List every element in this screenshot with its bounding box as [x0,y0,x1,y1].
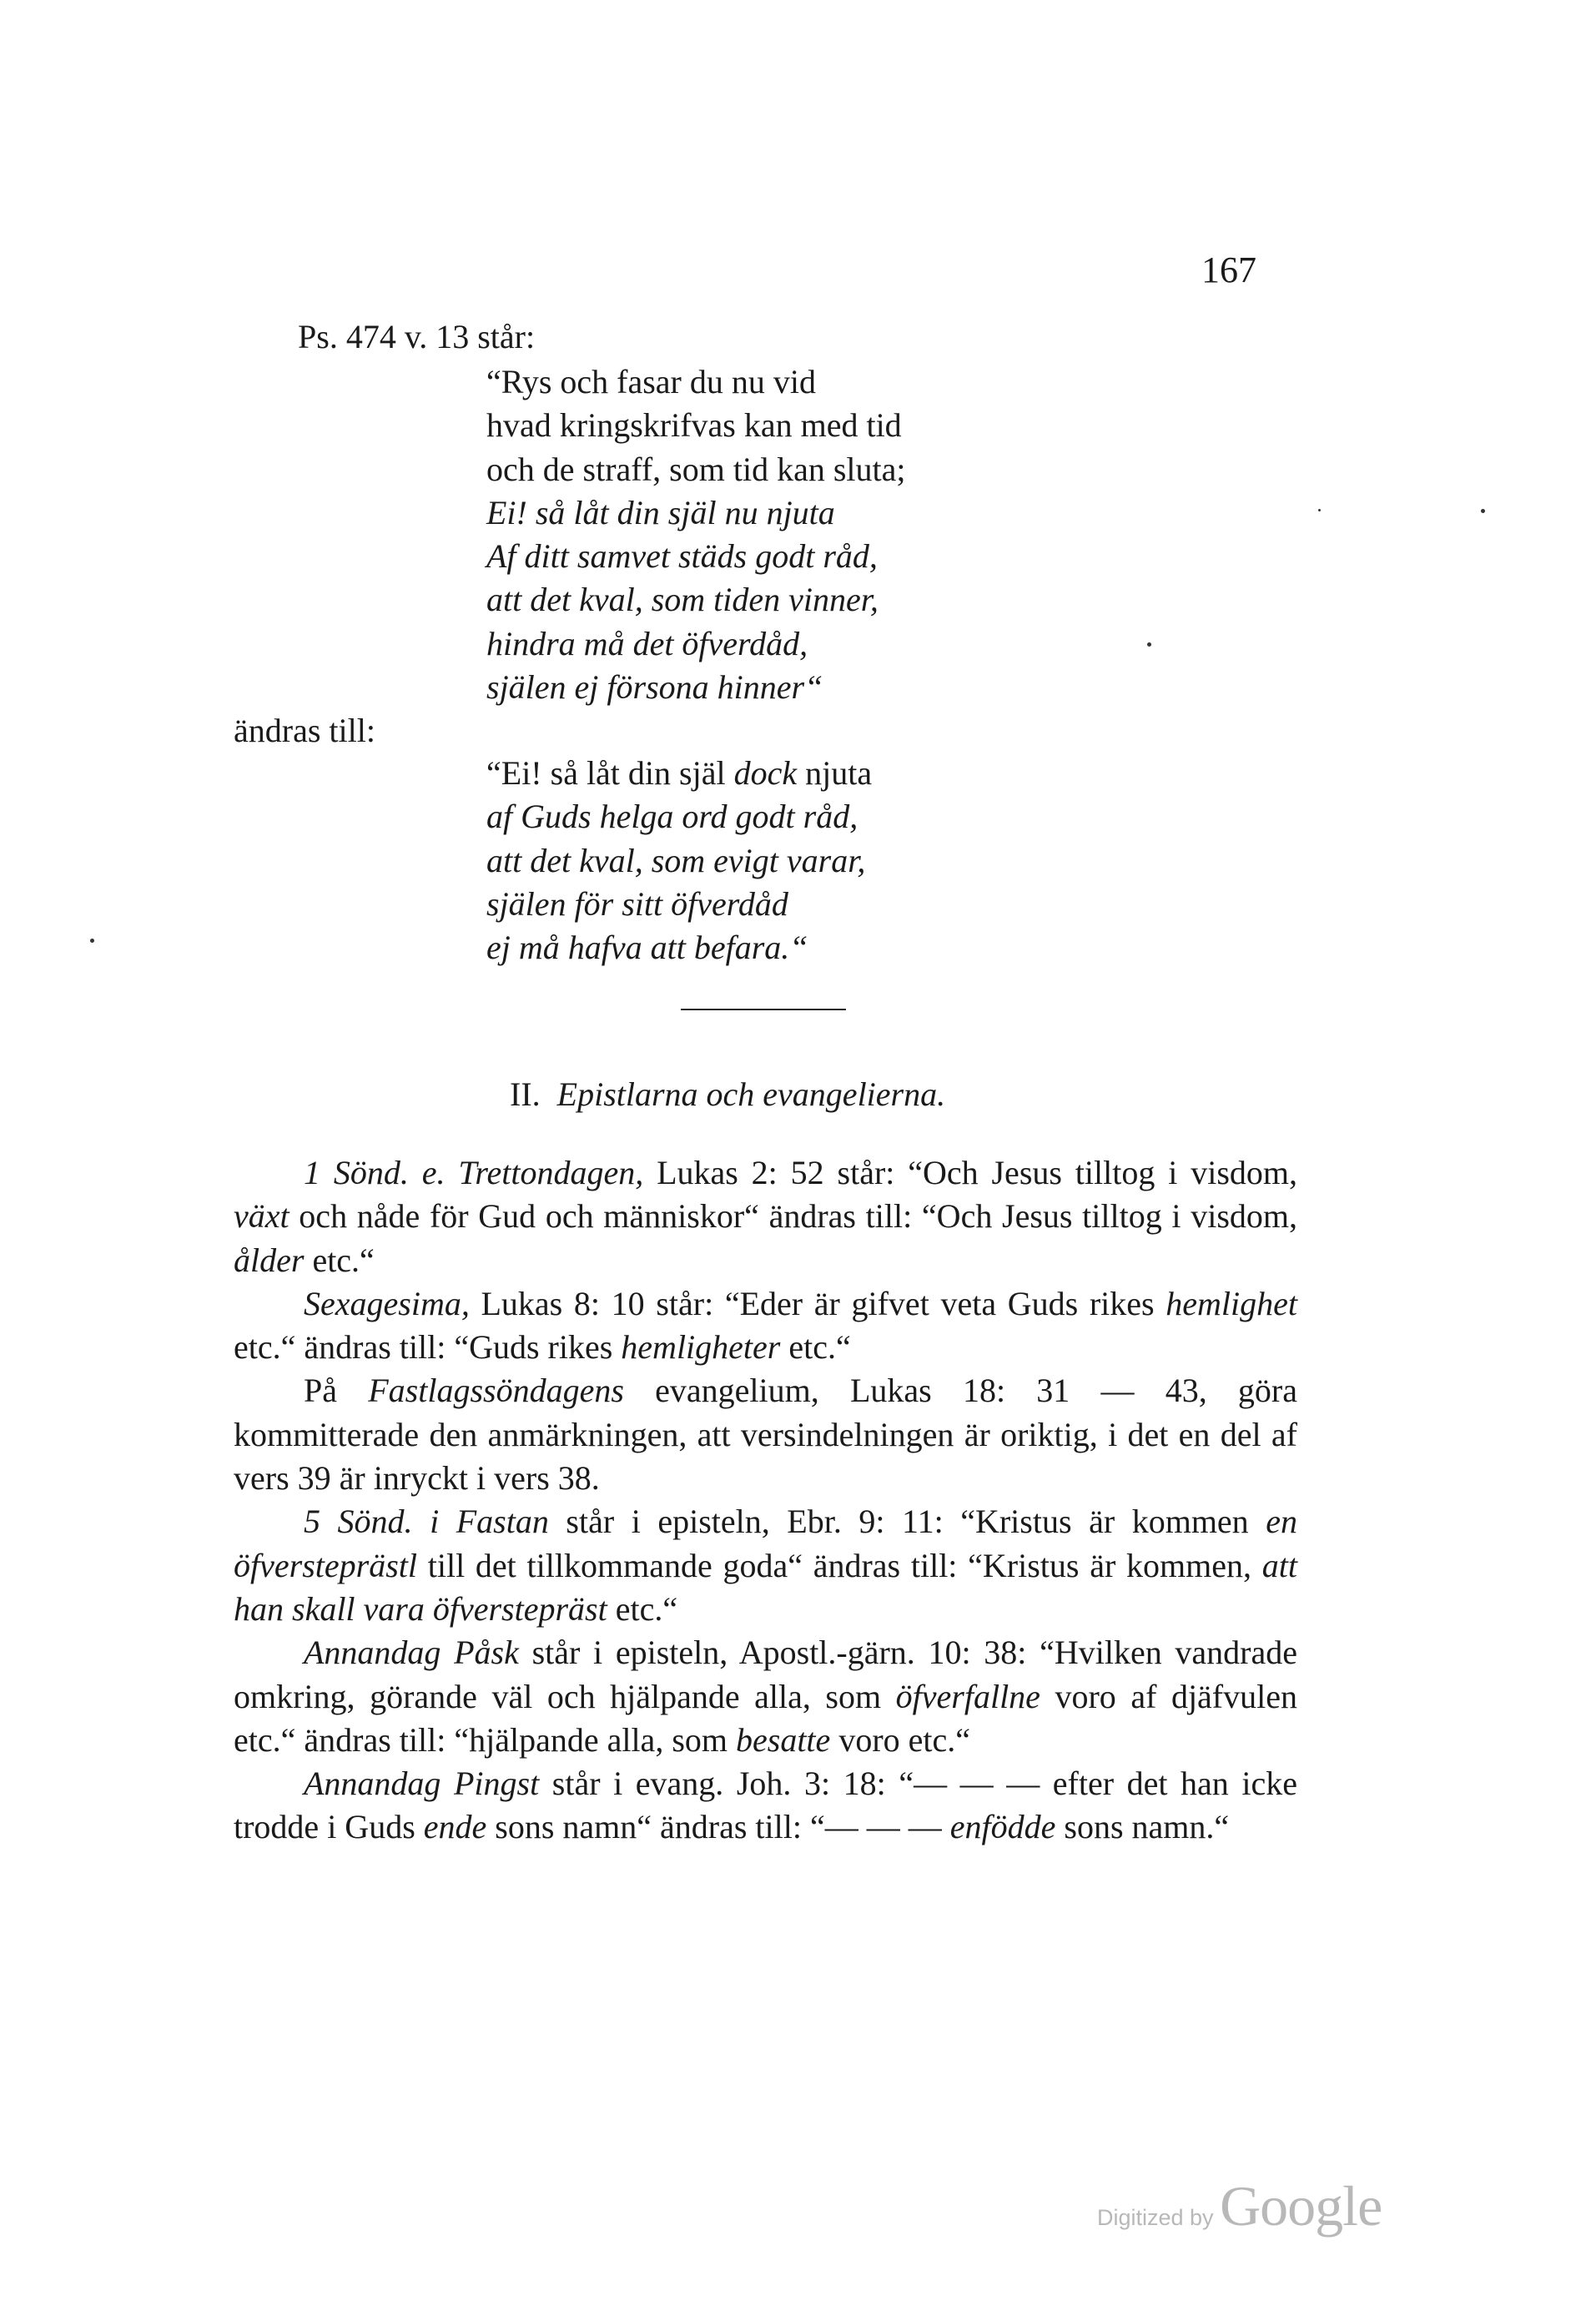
digitized-watermark [1097,2173,1382,2239]
verse-text: njuta [797,754,873,792]
scan-speck [1318,509,1321,511]
verse-line: af Guds helga ord godt råd, [486,798,858,836]
emphasis: dock [733,754,798,792]
text: står i episteln, Ebr. 9: 11: “Kristus är kommen [548,1503,1266,1541]
text: voro af djäfvulen etc.“ ändras till: “hjälpande alla, som [234,1677,1297,1759]
scan-speck [1481,509,1485,513]
text: På [304,1372,369,1410]
verse-line: själen för sitt öfverdåd [486,884,788,923]
page-number: 167 [1201,249,1256,290]
text: står i episteln, Apostl.-gärn. 10: 38: “Hvilken vandrade omkring, görande väl och hjälpande alla, som [234,1634,1298,1715]
paragraph [234,1282,1297,1370]
emphasis: hemlighet [1166,1284,1297,1322]
emphasis: Annandag Påsk [304,1634,519,1672]
verse-line: ej må hafva att befara.“ [486,929,808,967]
watermark-prefix: Digitized by [1097,2205,1221,2230]
emphasis: ende [423,1808,487,1846]
text: sons namn.“ [1055,1808,1230,1846]
verse-line: hindra må det öfverdåd, [486,624,808,662]
emphasis: en öfversteprästl [234,1503,1297,1584]
emphasis: växt [234,1197,289,1236]
text: står i evang. Joh. 3: 18: “— — — efter det han icke trodde i Guds [234,1765,1297,1846]
paragraph [234,1500,1297,1631]
emphasis: 5 Sönd. i Fastan [304,1503,549,1541]
verse-line: Af ditt samvet städs godt råd, [486,537,878,576]
verse-line: hvad kringskrifvas kan med tid [486,406,902,445]
verse-line: och de straff, som tid kan sluta; [486,450,906,488]
paragraph [234,1369,1297,1500]
text: voro etc.“ [830,1720,971,1759]
emphasis: att han skall vara öfverstepräst [234,1546,1297,1628]
paragraph [234,1762,1297,1850]
verse-line: att det kval, som evigt varar, [486,841,866,879]
emphasis: Annandag Pingst [304,1765,540,1803]
verse-line [486,752,872,795]
text: evangelium, Lukas 18: 31 — 43, göra kommitterade den anmärkningen, att versindelningen är oriktig, i det en del af vers 39 är inryckt i vers 38. [234,1372,1298,1498]
body-text [234,1151,1297,1850]
emphasis: 1 Sönd. e. Trettondagen, [304,1154,644,1191]
verse-line: själen ej försona hinner“ [486,668,823,707]
text: till det tillkommande goda“ ändras till: “Kristus är kommen, [416,1546,1262,1584]
emphasis: Sexagesima, [304,1284,470,1322]
andras-till-label: ändras till: [234,712,375,749]
paragraph [234,1631,1297,1762]
verse-line: att det kval, som tiden vinner, [486,581,879,619]
section-divider [681,1009,846,1010]
emphasis: ålder [234,1241,305,1279]
emphasis: besatte [736,1720,831,1759]
scan-speck [1147,642,1151,647]
emphasis: enfödde [949,1808,1056,1846]
text: Lukas 8: 10 står: “Eder är gifvet veta Guds rikes [469,1284,1166,1322]
text: etc.“ ändras till: “Guds rikes [234,1328,622,1367]
paragraph [234,1151,1297,1282]
verse-text: “Ei! så låt din själ [486,754,734,792]
emphasis: hemligheter [621,1328,781,1367]
text: sons namn“ ändras till: “— — — [486,1808,950,1846]
emphasis: öfverfallne [895,1677,1040,1715]
text: och nåde för Gud och människor“ ändras till: “Och Jesus tilltog i visdom, [289,1197,1297,1236]
psalm-reference: Ps. 474 v. 13 står: [298,318,536,355]
emphasis: Fastlagssöndagens [368,1372,624,1410]
text: etc.“ [780,1328,851,1367]
verse-line: “Rys och fasar du nu vid [486,363,816,400]
verse-new [486,752,872,969]
scan-speck [90,939,94,943]
section-numeral: II. [510,1075,541,1113]
text: etc.“ [607,1589,678,1628]
section-title: Epistlarna och evangelierna. [556,1075,946,1113]
text: Lukas 2: 52 står: “Och Jesus tilltog i visdom, [643,1154,1298,1191]
watermark-logo: Google [1220,2174,1382,2238]
text: etc.“ [304,1241,375,1279]
verse-original [486,360,906,709]
verse-line: Ei! så låt din själ nu njuta [486,493,835,531]
section-heading [510,1075,945,1114]
